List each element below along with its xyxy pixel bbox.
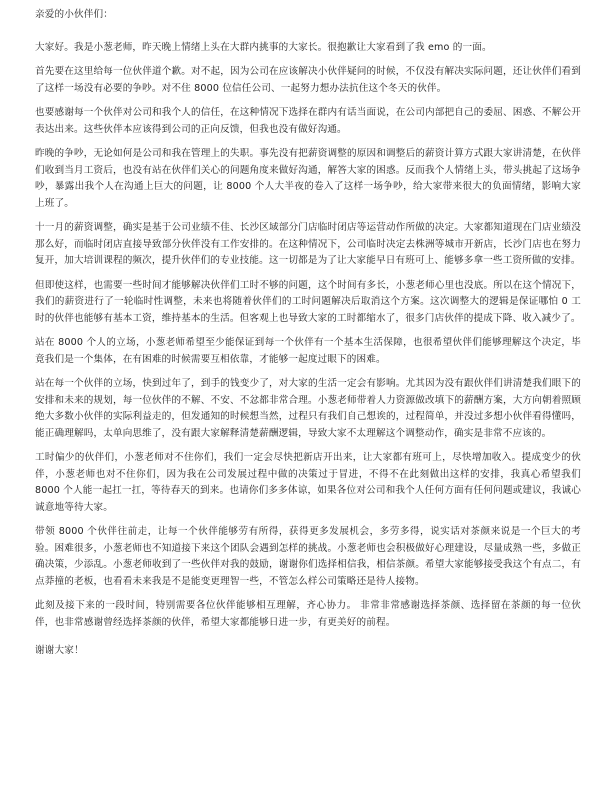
letter-paragraph-9: 工时偏少的伙伴们，小葱老师对不住你们，我们一定会尽快把新店开出来，让大家都有班可上，尽快增加收入。提成变少的伙伴，小葱老师也对不住你们，因为我在公司发展过程中做的决策过于冒进，不得不在此刻做出这样的安排，我真心希望我们 8000 个人能一起扛一扛，等待春天的到来。也请你们多多体谅，如果各位对公司和我个人任何方面有任何问题或建议，我诚心诚意地等待大家。 (35, 452, 585, 513)
letter-paragraph-6: 但即使这样，也需要一些时间才能够解决伙伴们工时不够的问题，这个时间有多长，小葱老师心里也没底。所以在这个情况下，我们的薪资进行了一轮临时性调整，未来也将随着伙伴们的工时问题解决后取消这个方案。这次调整大的逻辑是保证哪怕 0 工时的伙伴也能够有基本工资，维持基本的生活。但客观上也导致大家的工时都缩水了，很多门店伙伴的提成下降、收入减少了。 (35, 279, 581, 324)
letter-paragraph-10: 带领 8000 个伙伴往前走，让每一个伙伴能够劳有所得，获得更多发展机会，多劳多得，说实话对茶颜来说是一个巨大的考验。困难很多，小葱老师也不知道接下来这个团队会遇到怎样的挑战。小葱老师也会积极做好心理建设，尽量成熟一些，多做正确决策，少添乱。小葱老师收到了一些伙伴对我的鼓励，谢谢你们选择相信我，相信茶颜。希望大家能够接受我这个有点二，有点莽撞的老板，也看看未来我是不是能变更理智一些，不管怎么样公司策略还是待人接物。 (35, 526, 581, 587)
letter-paragraph-2: 首先要在这里给每一位伙伴道个歉。对不起，因为公司在应该解决小伙伴疑问的时候，不仅没有解决实际问题，还让伙伴们看到了这样一场没有必要的争吵。对不住 8000 位信任公司、一起努力想办法抗住这个冬天的伙伴。 (35, 66, 581, 94)
letter-paragraph-7: 站在 8000 个人的立场，小葱老师希望至少能保证到每一个伙伴有一个基本生活保障，也很希望伙伴们能够理解这个决定，毕竟我们是一个集体，在有困难的时候需要互相依靠，才能够一起度过眼下的困难。 (35, 337, 581, 365)
letter-paragraph-3: 也要感谢每一个伙伴对公司和我个人的信任，在这种情况下选择在群内有话当面说，在公司内部把自己的委屈、困惑、不解公开表达出来。这些伙伴本应该得到公司的正向反馈，但我也没有做好沟通。 (35, 107, 581, 135)
letter-paragraph-5: 十一月的薪资调整，确实是基于公司业绩不佳、长沙区域部分门店临时闭店等运营动作所做的决定。大家都知道现在门店业绩没那么好，而临时闭店直接导致部分伙伴没有工作安排的。在这种情况下，公司临时决定去株洲等城市开新店，长沙门店也在努力复开，加大培训课程的频次，提升伙伴们的专业技能。这一切都是为了让大家能早日有班可上、能够多拿一些工资所做的安排。 (35, 222, 581, 266)
letter-paragraph-8: 站在每一个伙伴的立场，快到过年了，到手的钱变少了，对大家的生活一定会有影响。尤其因为没有跟伙伴们讲清楚我们眼下的安排和未来的规划，每一位伙伴的不解、不安、不忿都非常合理。小葱老师带着人力资源做改填下的薪酬方案，大方向朝着照顾绝大多数小伙伴的实际利益走的，但发通知的时候想当然，过程只有我们自己想诶的，过程简单，并没过多想小伙伴看得懂吗，能正确理解吗，太单向思维了，没有跟大家解释清楚薪酬逻辑，导致大家不太理解这个调整动作，确实是非常不应该的。 (35, 378, 581, 439)
letter-paragraph-1: 大家好。我是小葱老师，昨天晚上情绪上头在大群内挑事的大家长。很抱歉让大家看到了我 emo 的一面。 (35, 41, 492, 53)
letter-paragraph-11: 此刻及接下来的一段时间，特别需要各位伙伴能够相互理解，齐心协力。 非常非常感谢选择茶颜、选择留在茶颜的每一位伙伴，也非常感谢曾经选择茶颜的伙伴，希望大家都能够日进一步，有更美好的前程。 (35, 600, 581, 628)
letter-closing: 谢谢大家！ (35, 645, 84, 656)
letter-greeting: 亲爱的小伙伴们： (35, 9, 113, 20)
letter-paragraph-4: 昨晚的争吵，无论如何是公司和我在管理上的失职。事先没有把薪资调整的原因和调整后的薪资计算方式跟大家讲清楚，在伙伴们收到当月工资后，也没有站在伙伴们关心的问题角度来做好沟通，解答大家的困惑。反而我个人情绪上头，带头挑起了这场争吵，暴露出我个人在沟通上巨大的问题，让 8000 个人大半夜的卷入了这样一场争吵，给大家带来很大的负面情绪，影响大家上班了。 (35, 148, 581, 209)
